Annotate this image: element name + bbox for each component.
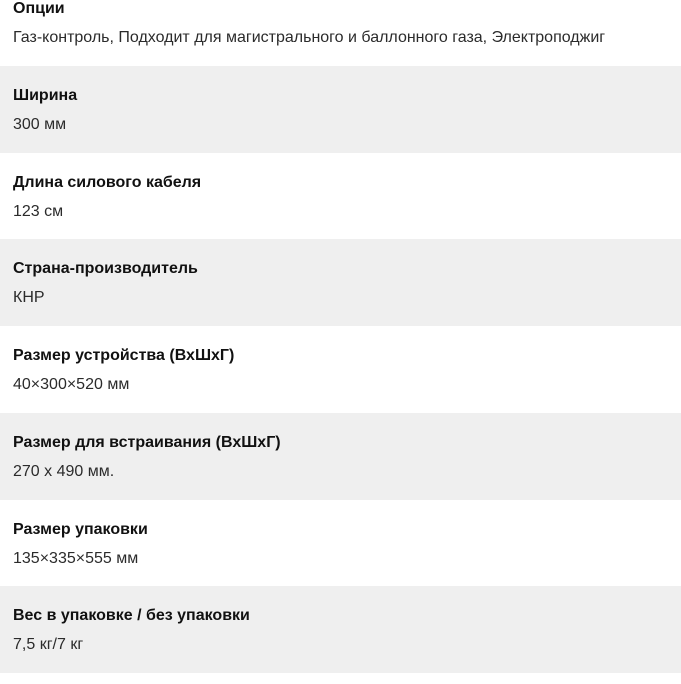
spec-value: 135×335×555 мм [13,549,139,567]
spec-label: Ширина [13,86,78,104]
spec-row-package-size [0,500,681,587]
spec-value: КНР [13,289,45,307]
spec-value: 7,5 кг/7 кг [13,636,84,654]
spec-label: Размер упаковки [13,520,148,538]
spec-row-width [0,66,681,153]
spec-label: Вес в упаковке / без упаковки [13,607,250,625]
spec-row-options [0,0,681,66]
spec-value: 40×300×520 мм [13,376,130,393]
spec-label: Опции [13,0,65,17]
spec-label: Размер для встраивания (ВхШхГ) [13,433,281,451]
spec-value: 300 мм [13,115,67,133]
spec-label: Страна-производитель [13,260,198,278]
spec-value: 123 см [13,202,64,220]
spec-value: 270 x 490 мм. [13,462,115,480]
spec-label: Размер устройства (ВхШхГ) [13,347,235,364]
spec-row-device-size [0,326,681,413]
spec-row-country [0,239,681,326]
spec-row-cutout-size [0,413,681,500]
spec-row-weight [0,586,681,673]
spec-row-cable-length [0,153,681,240]
spec-label: Длина силового кабеля [13,173,202,191]
spec-value: Газ-контроль, Подходит для магистрального и баллонного газа, Электроподжиг [13,29,606,46]
